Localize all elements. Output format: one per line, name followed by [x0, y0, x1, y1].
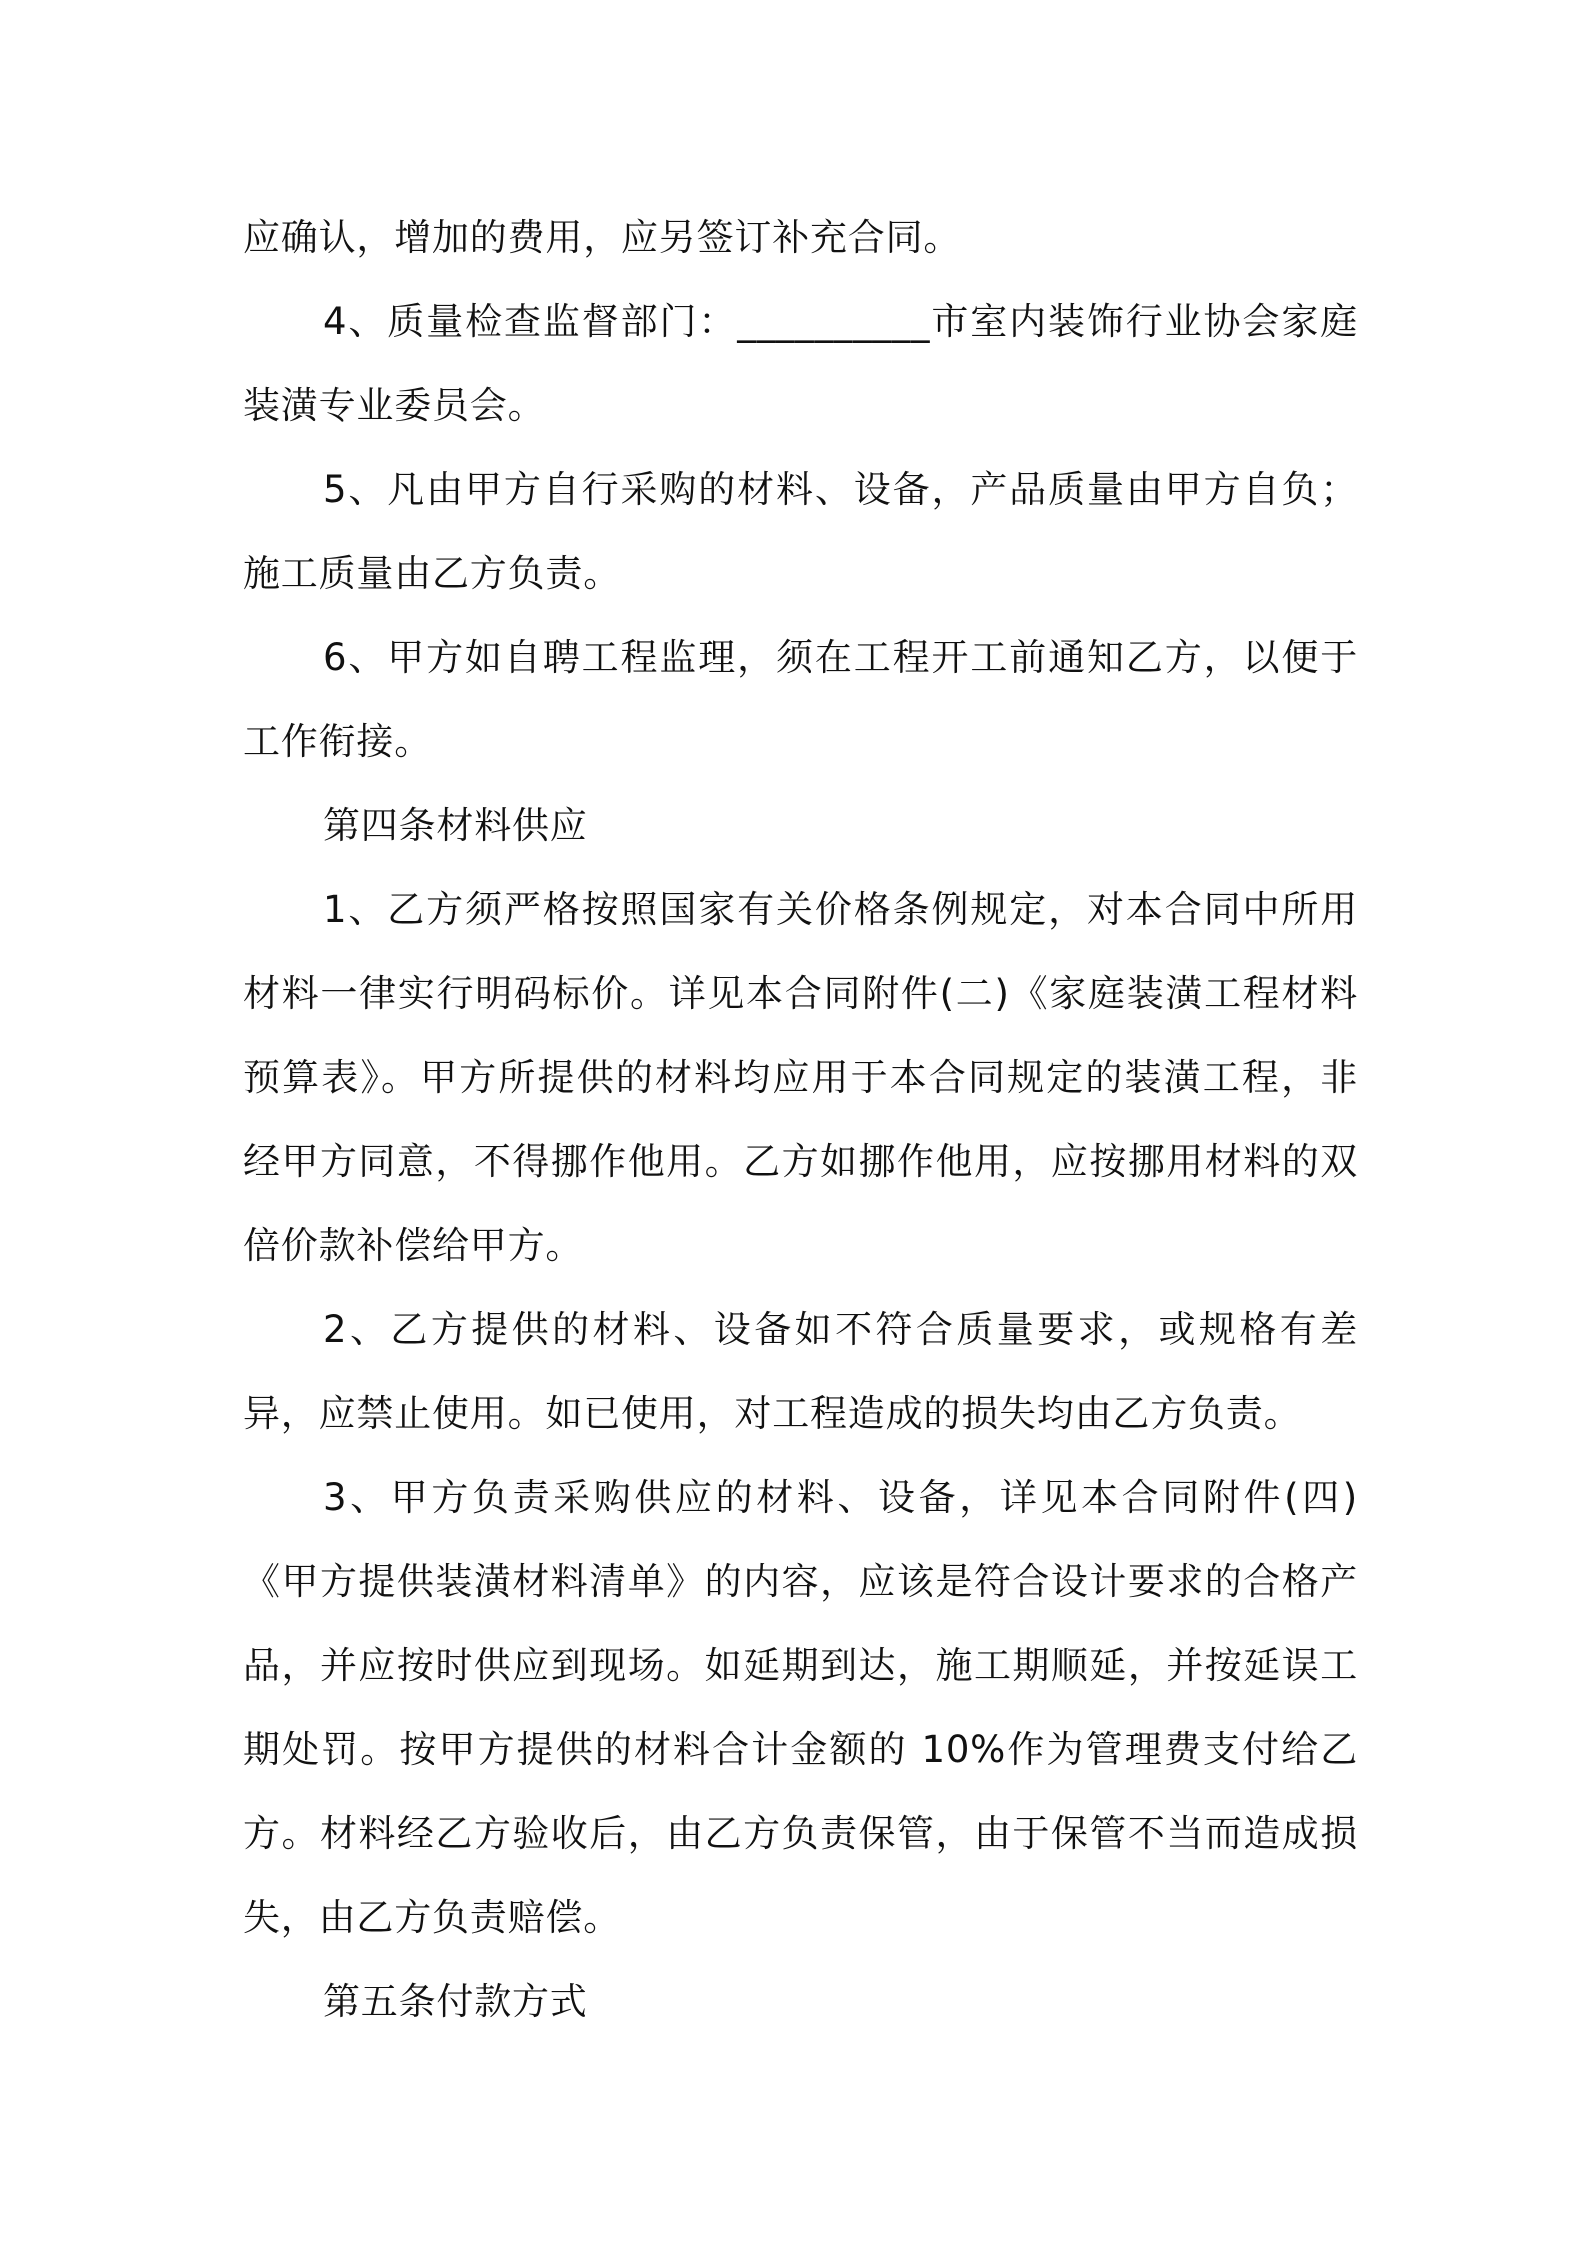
paragraph-item-4: 4、质量检查监督部门：__________市室内装饰行业协会家庭装潢专业委员会。: [243, 300, 1358, 427]
paragraph-article4-item-3: 3、甲方负责采购供应的材料、设备，详见本合同附件(四)《甲方提供装潢材料清单》的内容，应该是符合设计要求的合格产品，并应按时供应到现场。如延期到达，施工期顺延，并按延误工期处罚。按甲方提供的材料合计金额的 10%作为管理费支付给乙方。材料经乙方验收后，由乙方负责保管，由于保管不当而造成损失，由乙方负责赔偿。: [243, 1476, 1358, 1939]
paragraph-item-6: 6、甲方如自聘工程监理，须在工程开工前通知乙方，以便于工作衔接。: [243, 636, 1358, 763]
section-heading-article-5: 第五条付款方式: [323, 1980, 588, 2023]
paragraph-continuation: 应确认，增加的费用，应另签订补充合同。: [243, 216, 962, 259]
paragraph-article4-item-2: 2、乙方提供的材料、设备如不符合质量要求，或规格有差异，应禁止使用。如已使用，对工程造成的损失均由乙方负责。: [243, 1308, 1358, 1435]
paragraph-article4-item-1: 1、乙方须严格按照国家有关价格条例规定，对本合同中所用材料一律实行明码标价。详见本合同附件(二)《家庭装潢工程材料预算表》。甲方所提供的材料均应用于本合同规定的装潢工程，非经甲方同意，不得挪作他用。乙方如挪作他用，应按挪用材料的双倍价款补偿给甲方。: [243, 888, 1358, 1267]
section-heading-article-4: 第四条材料供应: [323, 804, 588, 847]
document-page: [243, 196, 1358, 2044]
paragraph-item-5: 5、凡由甲方自行采购的材料、设备，产品质量由甲方自负；施工质量由乙方负责。: [243, 468, 1358, 595]
